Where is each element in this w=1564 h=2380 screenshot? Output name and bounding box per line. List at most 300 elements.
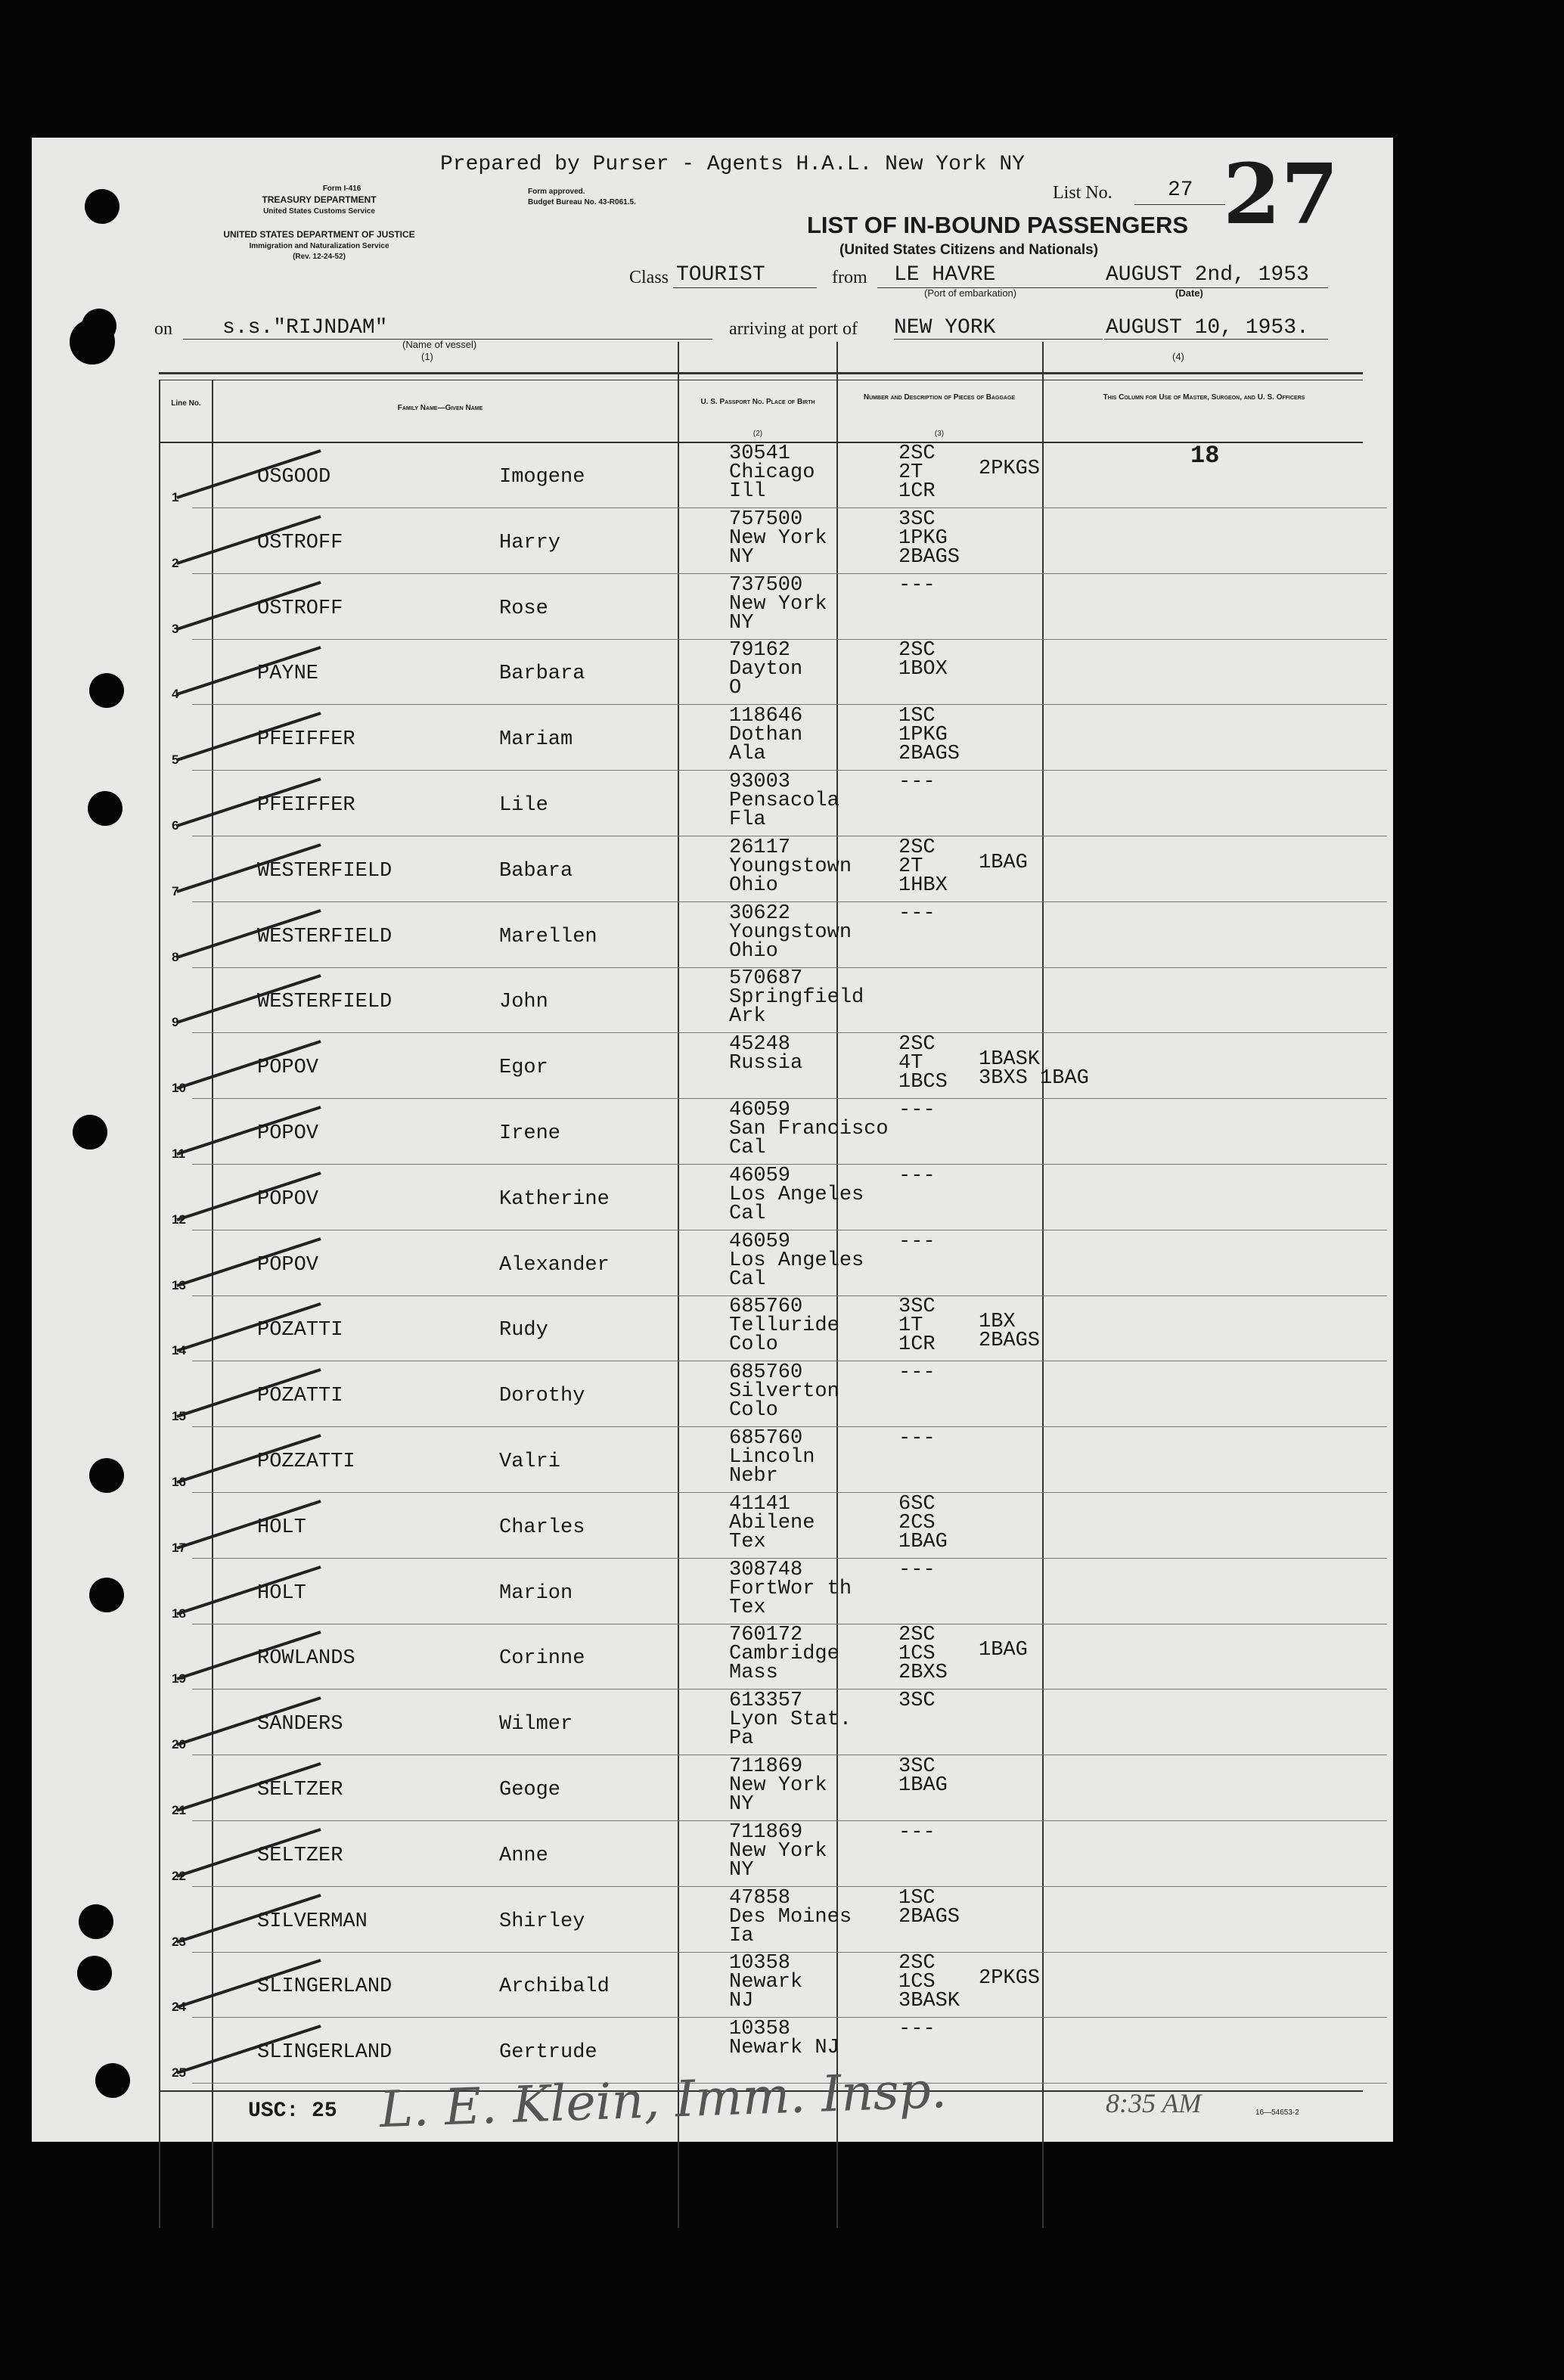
passenger-row [172,967,1387,1035]
passport-birthplace [729,1361,839,1422]
family-name: SANDERS [257,1713,343,1736]
given-name: John [499,991,548,1013]
justice-department: UNITED STATES DEPARTMENT OF JUSTICE [223,229,415,240]
baggage-item: 1HBX [898,874,948,897]
given-name: Archibald [499,1975,610,1998]
baggage-list [898,510,960,567]
birth-city: Newark [729,1971,803,1994]
passport-number: 46059 [729,1099,791,1122]
form-approved: Form approved. [528,188,585,196]
passenger-row [172,442,1387,510]
line-number: 14 [172,1343,186,1358]
from-label: from [832,268,867,287]
arrival-date: AUGUST 10, 1953. [1106,316,1309,340]
class-value: TOURIST [676,263,765,287]
passport-birthplace [729,1889,852,1946]
baggage-item: --- [898,1427,936,1450]
given-name: Marellen [499,926,597,948]
passport-number: 685760 [729,1361,803,1384]
inspection-time: 8:35 AM [1106,2088,1202,2118]
birth-state: Ark [729,1005,766,1028]
passport-birthplace [729,510,827,567]
birth-city: Los Angeles [729,1184,864,1206]
passenger-row [172,1296,1387,1363]
inspector-signature: L. E. Klein, Imm. Insp. [378,2060,948,2140]
baggage-item: --- [898,902,936,925]
passenger-row [172,771,1387,838]
baggage-item: 1BAG [979,1639,1028,1662]
passenger-row [172,1755,1387,1823]
birth-state: Ohio [729,940,778,963]
line-number: 1 [172,490,179,504]
passport-number: 46059 [729,1165,791,1187]
passport-number: 10358 [729,1952,791,1975]
baggage-item: 2PKGS [979,1967,1041,1990]
given-name: Charles [499,1516,585,1539]
line-number: 8 [172,950,179,964]
baggage-item: 2T [898,855,923,878]
form-revision: (Rev. 12-24-52) [293,253,346,261]
line-number: 12 [172,1212,186,1227]
col-line-no: Line No. [171,399,201,408]
passenger-row [172,1493,1387,1560]
passport-birthplace [729,1429,815,1486]
passenger-row [172,1165,1387,1232]
line-number: 4 [172,687,179,701]
baggage-item: 1BAG [979,852,1028,874]
baggage-list [898,1361,936,1384]
baggage-extra [979,1050,1089,1088]
birth-city: FortWor th [729,1578,852,1600]
baggage-extra [979,460,1040,479]
family-name: SILVERMAN [257,1910,368,1933]
passenger-row [172,1887,1387,1954]
passport-birthplace [729,1561,852,1618]
baggage-item: 1BOX [898,658,948,681]
family-name: SLINGERLAND [257,1975,393,1998]
line-number: 17 [172,1541,186,1555]
baggage-item: --- [898,1361,936,1384]
passenger-row [172,574,1387,641]
line-number: 3 [172,622,179,636]
family-name: POZATTI [257,1385,343,1407]
col-baggage-number: (3) [934,430,945,438]
passenger-row [172,1952,1387,2019]
birth-state: Nebr [729,1465,778,1488]
passport-number: 737500 [729,574,803,597]
passport-birthplace [729,576,827,633]
line-number: 23 [172,1935,186,1949]
family-name: PFEIFFER [257,794,355,817]
passport-birthplace [729,442,815,503]
passport-number: 79162 [729,639,791,662]
birth-state: Cal [729,1268,766,1291]
baggage-item: 2SC [898,836,936,859]
baggage-item: 1CR [898,1333,936,1356]
family-name: POPOV [257,1122,319,1145]
birth-city: Lincoln [729,1446,815,1469]
given-name: Egor [499,1057,548,1079]
baggage-list [898,1429,936,1448]
birth-state: O [729,677,742,700]
birth-city: Pensacola [729,790,839,812]
baggage-item: 1SC [898,705,936,728]
line-number: 5 [172,752,179,767]
baggage-item: 3SC [898,1690,936,1712]
budget-bureau: Budget Bureau No. 43-R061.5. [528,198,636,206]
binder-hole [82,309,116,343]
baggage-item: 3SC [898,1296,936,1318]
birth-city: New York [729,527,827,550]
family-name: WESTERFIELD [257,991,393,1013]
given-name: Corinne [499,1647,585,1670]
baggage-item: --- [898,1230,936,1253]
baggage-extra [979,1313,1040,1351]
binder-hole [89,1458,124,1493]
immigration-service: Immigration and Naturalization Service [249,242,389,250]
birth-city: Lyon Stat. [729,1708,852,1731]
given-name: Rudy [499,1319,548,1342]
birth-state: Colo [729,1333,778,1356]
class-label: Class [629,268,669,287]
baggage-list [898,1035,948,1092]
baggage-item: 2SC [898,1624,936,1646]
birth-state: Ala [729,743,766,765]
baggage-list [898,836,948,897]
birth-city: Dothan [729,724,803,746]
family-name: OSTROFF [257,597,343,620]
birth-state: NY [729,1859,754,1882]
passport-birthplace [729,1230,864,1291]
baggage-item: 2BAGS [898,1906,960,1929]
birth-state: Mass [729,1662,778,1684]
binder-hole [77,1956,112,1991]
passport-number: 93003 [729,771,791,793]
passport-number: 308748 [729,1559,803,1581]
baggage-item: 1BASK [979,1048,1041,1071]
baggage-item: 3BXS 1BAG [979,1067,1089,1090]
birth-city: Youngstown [729,855,852,878]
passport-birthplace [729,1167,864,1224]
line-number: 22 [172,1869,186,1883]
list-no-stamp: 27 [1223,145,1339,243]
family-name: POPOV [257,1057,319,1079]
baggage-item: --- [898,771,936,793]
line-number: 11 [172,1147,185,1161]
binder-hole [89,673,124,708]
baggage-item: 3BASK [898,1990,960,2012]
family-name: PAYNE [257,662,319,685]
document-title: LIST OF IN-BOUND PASSENGERS [807,212,1189,238]
passport-number: 570687 [729,967,803,990]
line-number: 20 [172,1737,186,1752]
baggage-list [898,1823,936,1842]
given-name: Katherine [499,1188,610,1211]
given-name: Harry [499,532,561,554]
passport-birthplace [729,773,839,830]
birth-city: Youngstown [729,921,852,944]
family-name: POZATTI [257,1319,343,1342]
vessel-column-number: (1) [421,351,433,362]
birth-state: Ia [729,1925,754,1947]
col-passport: U. S. Passport No. Place of Birth [700,398,815,406]
passport-birthplace [729,641,802,698]
line-number: 9 [172,1015,179,1029]
passport-birthplace [729,902,852,963]
family-name: POPOV [257,1188,319,1211]
birth-state: NY [729,546,754,569]
list-no-typed: 27 [1168,178,1193,202]
baggage-item: --- [898,1821,936,1844]
baggage-item: --- [898,2018,936,2040]
passenger-row [172,1624,1387,1691]
line-number: 15 [172,1409,186,1423]
passport-number: 46059 [729,1230,791,1253]
passenger-row [172,1427,1387,1494]
passport-birthplace [729,1626,839,1683]
line-number: 19 [172,1671,186,1686]
baggage-item: 1CR [898,480,936,503]
family-name: POZZATTI [257,1451,355,1473]
baggage-item: 3SC [898,508,936,531]
birth-city: Dayton [729,658,803,681]
family-name: OSGOOD [257,466,331,489]
given-name: Valri [499,1451,561,1473]
baggage-item: 2BAGS [898,546,960,569]
given-name: Shirley [499,1910,585,1933]
birth-city: New York [729,1840,827,1863]
birth-state: NY [729,1793,754,1816]
passport-number: 26117 [729,836,791,859]
passport-birthplace [729,967,864,1028]
birth-city: Newark NJ [729,2037,839,2059]
baggage-item: 1BX [979,1311,1016,1333]
baggage-list [898,1755,948,1797]
line-number: 25 [172,2065,186,2080]
given-name: Babara [499,860,573,883]
given-name: Irene [499,1122,561,1145]
arrival-column-number: (4) [1172,351,1184,362]
birth-city: New York [729,593,827,616]
baggage-list [898,1889,960,1927]
col-baggage: Number and Description of Pieces of Baggage [863,393,1016,402]
passport-number: 757500 [729,508,803,531]
baggage-item: 2SC [898,1952,936,1975]
line-number: 24 [172,2000,186,2014]
line-number: 21 [172,1803,186,1817]
baggage-item: --- [898,1559,936,1581]
passport-number: 760172 [729,1624,803,1646]
baggage-list [898,1561,936,1580]
passport-number: 711869 [729,1821,803,1844]
given-name: Mariam [499,728,573,751]
passport-number: 685760 [729,1427,803,1450]
baggage-item: 1BAG [898,1774,948,1797]
family-name: SELTZER [257,1779,343,1801]
passport-number: 30622 [729,902,791,925]
passenger-row [172,1361,1387,1429]
family-name: ROWLANDS [257,1647,355,1670]
baggage-item: 2SC [898,639,936,662]
baggage-item: 2SC [898,442,936,465]
baggage-list [898,442,936,503]
family-name: WESTERFIELD [257,926,393,948]
passenger-row [172,508,1387,576]
passport-number: 41141 [729,1493,791,1516]
passenger-row [172,1099,1387,1166]
birth-state: Ohio [729,874,778,897]
birth-city: Silverton [729,1380,839,1403]
departure-date: AUGUST 2nd, 1953 [1106,263,1309,287]
birth-city: Des Moines [729,1906,852,1929]
passenger-row [172,1559,1387,1626]
passenger-row [172,902,1387,970]
baggage-extra [979,1969,1040,1988]
baggage-list [898,1167,936,1186]
officers-count: 18 [1190,442,1220,470]
baggage-item: 4T [898,1052,923,1075]
baggage-list [898,773,936,792]
birth-state: Cal [729,1137,766,1159]
family-name: HOLT [257,1582,306,1605]
passport-birthplace [729,1035,802,1073]
passenger-row [172,836,1387,904]
binder-hole [95,2063,130,2098]
birth-city: Russia [729,1052,803,1075]
family-name: SLINGERLAND [257,2041,393,2064]
given-name: Alexander [499,1254,610,1277]
baggage-list [898,1495,948,1552]
family-name: HOLT [257,1516,306,1539]
col-name: Family Name—Given Name [397,404,483,412]
birth-state: Tex [729,1531,766,1553]
from-value: LE HAVRE [894,263,996,287]
family-name: WESTERFIELD [257,860,393,883]
col-officers: This Column for Use of Master, Surgeon, and U. S. Officers [1103,393,1305,402]
birth-state: Ill [729,480,766,503]
passport-number: 47858 [729,1887,791,1910]
baggage-item: 2T [898,461,923,484]
line-number: 2 [172,556,179,570]
passport-number: 711869 [729,1755,803,1778]
passport-number: 30541 [729,442,791,465]
baggage-list [898,1298,936,1354]
list-no-label: List No. [1053,183,1112,203]
baggage-item: 1BCS [898,1071,948,1094]
line-number: 18 [172,1606,186,1621]
vessel-name: s.s."RIJNDAM" [222,316,388,340]
birth-state: Cal [729,1202,766,1225]
binder-hole [73,1115,107,1150]
passport-birthplace [729,836,852,897]
arrival-port: NEW YORK [894,316,996,340]
arriving-label: arriving at port of [729,319,858,339]
family-name: SELTZER [257,1845,343,1867]
line-number: 6 [172,818,179,833]
family-name: POPOV [257,1254,319,1277]
passenger-row [172,705,1387,772]
baggage-list [898,902,936,925]
passport-number: 613357 [729,1690,803,1712]
baggage-extra [979,854,1028,873]
baggage-list [898,1101,936,1120]
port-caption: (Port of embarkation) [924,287,1017,299]
line-number: 7 [172,884,179,898]
passport-birthplace [729,1954,802,2011]
document-subtitle: (United States Citizens and Nationals) [839,242,1099,258]
baggage-item: --- [898,574,936,597]
passport-birthplace [729,1298,839,1354]
birth-state: Pa [729,1727,754,1750]
passenger-row [172,1690,1387,1757]
form-number: Form I-416 [322,185,362,193]
binder-hole [88,791,123,826]
baggage-item: 2CS [898,1512,936,1534]
given-name: Barbara [499,662,585,685]
family-name: PFEIFFER [257,728,355,751]
baggage-item: 3SC [898,1755,936,1778]
birth-city: Chicago [729,461,815,484]
birth-city: Abilene [729,1512,815,1534]
baggage-list [898,2020,936,2039]
passport-birthplace [729,1755,827,1816]
passport-number: 118646 [729,705,803,728]
baggage-list [898,641,948,679]
baggage-item: 1PKG [898,527,948,550]
print-code: 16—54653-2 [1255,2108,1299,2117]
passenger-row [172,1230,1387,1298]
baggage-item: 2PKGS [979,458,1041,480]
binder-hole [79,1904,113,1939]
passport-birthplace [729,1495,815,1552]
passport-number: 685760 [729,1296,803,1318]
passenger-row [172,639,1387,706]
baggage-list [898,1954,960,2011]
birth-state: NY [729,612,754,635]
passport-birthplace [729,2020,839,2058]
baggage-list [898,1230,936,1253]
date-caption: (Date) [1175,287,1203,299]
birth-state: Colo [729,1399,778,1422]
line-number: 13 [172,1278,186,1292]
on-label: on [154,319,172,339]
birth-city: Cambridge [729,1643,839,1665]
line-number: 16 [172,1475,186,1489]
passport-number: 10358 [729,2018,791,2040]
family-name: OSTROFF [257,532,343,554]
baggage-list [898,1692,936,1711]
baggage-item: 1T [898,1314,923,1337]
passport-birthplace [729,1101,889,1158]
baggage-item: --- [898,1099,936,1122]
given-name: Anne [499,1845,548,1867]
document-page [32,138,1393,2142]
given-name: Geoge [499,1779,561,1801]
baggage-item: 1BAG [898,1531,948,1553]
treasury-department: TREASURY DEPARTMENT [262,194,377,205]
given-name: Rose [499,597,548,620]
given-name: Lile [499,794,548,817]
passport-birthplace [729,1692,852,1749]
customs-service: United States Customs Service [263,207,375,216]
baggage-item: 2BXS [898,1662,948,1684]
given-name: Gertrude [499,2041,597,2064]
given-name: Wilmer [499,1713,573,1736]
baggage-extra [979,1641,1028,1660]
baggage-item: 1CS [898,1643,936,1665]
baggage-item: 6SC [898,1493,936,1516]
prepared-by-line: Prepared by Purser - Agents H.A.L. New York NY [440,153,1025,176]
